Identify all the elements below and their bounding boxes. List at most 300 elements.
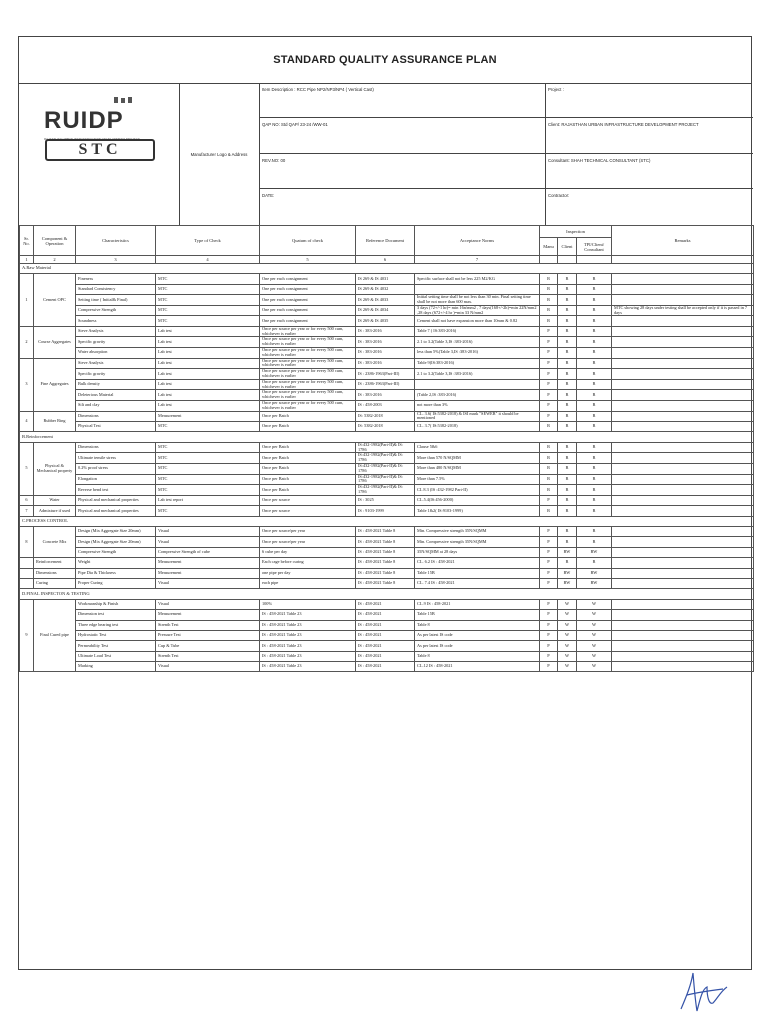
characteristic: Bulk density — [76, 379, 156, 390]
reference-document: IS : 458-2021 Table 8 — [356, 527, 415, 537]
inspection-code: R — [558, 495, 577, 505]
characteristic: Ultimate Load Test — [76, 651, 156, 661]
manu-inspection: R — [540, 284, 558, 294]
table-row — [20, 379, 754, 390]
manu-inspection: P — [540, 620, 558, 630]
reference-document: IS : 458-2021 — [356, 610, 415, 620]
reference-document: IS:432-1982(Part-II)& IS: 1786 — [356, 474, 415, 485]
inspection-code: RW — [558, 578, 577, 588]
item-description: Item Description : RCC Pipe NP2/NP3/NP4 ( Vertical Cast) — [259, 83, 545, 118]
acceptance-norm: CL.12 IS : 458-2021 — [415, 662, 540, 672]
remarks — [612, 537, 754, 547]
client-inspection: W — [558, 620, 577, 630]
type-of-check: MTC — [156, 422, 260, 432]
type-of-check: Visual — [156, 662, 260, 672]
characteristic: Silt and clay — [76, 400, 156, 411]
characteristic: Workmanship & Finish — [76, 599, 156, 609]
remarks — [612, 442, 754, 453]
quantum-of-check: Once per source/per year — [260, 537, 356, 547]
col-acceptance: Acceptance Norms — [415, 226, 540, 256]
remarks — [612, 547, 754, 557]
characteristic: Sieve Analysis — [76, 358, 156, 369]
component-name: Concrete Mix — [34, 527, 76, 558]
type-of-check: Lab test — [156, 347, 260, 358]
table-row — [20, 347, 754, 358]
acceptance-norm: Table 8 — [415, 651, 540, 661]
table-cell: MTC — [156, 506, 260, 516]
reference-document: IS 269 & IS 4032 — [356, 284, 415, 294]
acceptance-norm — [415, 379, 540, 390]
client-inspection: R — [558, 453, 577, 464]
logo-box — [19, 83, 180, 225]
quantum-of-check: IS : 458-2021 Table 23 — [260, 620, 356, 630]
client-inspection: W — [558, 662, 577, 672]
remarks — [612, 568, 754, 578]
characteristic: Physical Test — [76, 422, 156, 432]
col-num: 1 — [20, 256, 34, 264]
table-cell: IS : 3025 — [356, 495, 415, 505]
reference-document: IS : 2386-1963(Part-III) — [356, 369, 415, 380]
manu-inspection: R — [540, 316, 558, 326]
client-inspection: R — [558, 390, 577, 401]
table-row — [20, 568, 754, 578]
col-num: 6 — [356, 256, 415, 264]
inspection-code: R — [577, 506, 612, 516]
table-cell: each pipe — [260, 578, 356, 588]
acceptance-norm: 2.1 to 3.2(Table 3,IS :383-2016) — [415, 337, 540, 348]
tpi-inspection: R — [577, 337, 612, 348]
table-row — [20, 358, 754, 369]
component-name: Fine Aggregates — [34, 358, 76, 411]
sr-number: 8 — [20, 527, 34, 558]
table-row — [20, 337, 754, 348]
characteristic: Fineness — [76, 274, 156, 284]
table-row — [20, 453, 754, 464]
type-of-check: MTC — [156, 316, 260, 326]
component-name: Admixture if used — [34, 506, 76, 516]
acceptance-norm: not more than 3% — [415, 400, 540, 411]
table-row — [20, 305, 754, 316]
acceptance-norm: 35N/SQMM at 28 days — [415, 547, 540, 557]
manu-inspection: R — [540, 464, 558, 475]
client-inspection: R — [558, 474, 577, 485]
reference-document: IS : 383-2016 — [356, 326, 415, 337]
tpi-inspection: R — [577, 379, 612, 390]
acceptance-norm — [415, 284, 540, 294]
remarks — [612, 474, 754, 485]
tpi-inspection: R — [577, 305, 612, 316]
inspection-code: R — [558, 558, 577, 568]
table-row — [20, 422, 754, 432]
quantum-of-check: Once per Batch — [260, 474, 356, 485]
reference-document: IS : 383-2016 — [356, 337, 415, 348]
qap-number: QAP NO: Std QAP/ 23-24 /WW-01 — [259, 118, 545, 154]
remarks — [612, 651, 754, 661]
manu-inspection: P — [540, 610, 558, 620]
quantum-of-check: Once per source per year or for every 500 cum, whichever is earlier — [260, 326, 356, 337]
remarks — [612, 485, 754, 496]
characteristic: Ultimate tensile stress — [76, 453, 156, 464]
sr-number: 5 — [20, 442, 34, 495]
quantum-of-check: IS : 458-2021 Table 23 — [260, 630, 356, 640]
table-row — [20, 495, 754, 505]
tpi-inspection: R — [577, 316, 612, 326]
col-client: Client — [558, 238, 577, 256]
type-of-check: Compressive Strength of cube — [156, 547, 260, 557]
tpi-inspection: R — [577, 485, 612, 496]
table-cell: IS : 9103-1999 — [356, 506, 415, 516]
manu-inspection: P — [540, 411, 558, 422]
client-inspection: R — [558, 400, 577, 411]
reference-document: IS:432-1982(Part-II)& IS: 1786 — [356, 442, 415, 453]
table-row — [20, 547, 754, 557]
table-cell: Visual — [156, 578, 260, 588]
ruidp-logo-text: RUIDP — [44, 107, 124, 134]
acceptance-norm: More than 570 N/SQMM — [415, 453, 540, 464]
remarks — [612, 347, 754, 358]
quantum-of-check: One per each consignment — [260, 274, 356, 284]
sr-number: 2 — [20, 326, 34, 358]
col-num: 7 — [415, 256, 540, 264]
remarks — [612, 527, 754, 537]
characteristic: Reverse bend test — [76, 485, 156, 496]
reference-document: IS : 383-2016 — [356, 358, 415, 369]
characteristic: Deleterious Material — [76, 390, 156, 401]
quantum-of-check: One per each consignment — [260, 295, 356, 306]
client-field: Client: RAJASTHAN URBAN INFRASTRUCTURE DEVELOPMENT PROJECT — [545, 118, 753, 154]
client-inspection: W — [558, 630, 577, 640]
remarks — [612, 284, 754, 294]
remarks — [612, 358, 754, 369]
tpi-inspection: R — [577, 400, 612, 411]
type-of-check: MTC — [156, 464, 260, 475]
remarks — [612, 390, 754, 401]
quantum-of-check: One per each consignment — [260, 284, 356, 294]
sr-number: 1 — [20, 274, 34, 326]
remarks — [612, 411, 754, 422]
col-type: Type of Check — [156, 226, 260, 256]
manu-inspection: P — [540, 358, 558, 369]
reference-document: IS : 383-2016 — [356, 347, 415, 358]
quantum-of-check: IS : 458-2021 Table 23 — [260, 610, 356, 620]
client-inspection: R — [558, 527, 577, 537]
remarks — [612, 379, 754, 390]
tpi-inspection: W — [577, 630, 612, 640]
characteristic: Specific gravity — [76, 337, 156, 348]
col-quantum: Quatum of check — [260, 226, 356, 256]
table-row — [20, 390, 754, 401]
acceptance-norm: CL. 3.7( IS:5382-2018) — [415, 422, 540, 432]
tpi-inspection: R — [577, 527, 612, 537]
tpi-inspection: R — [577, 358, 612, 369]
remarks — [612, 506, 754, 516]
table-cell: Measurement — [156, 558, 260, 568]
type-of-check: Lab test — [156, 358, 260, 369]
type-of-check: Lab test — [156, 337, 260, 348]
table-row — [20, 506, 754, 516]
quantum-of-check: IS : 458-2021 Table 23 — [260, 662, 356, 672]
acceptance-norm: CL. 3.6( IS:5382-2018) & ISI mark "SEWER" it should be mentioned — [415, 411, 540, 422]
col-component: Component & Operation — [34, 226, 76, 256]
remarks — [612, 558, 754, 568]
component-name: Course Aggregates — [34, 326, 76, 358]
acceptance-norm: CL 8.3 (IS :432-1982 Part-II) — [415, 485, 540, 496]
page-title: STANDARD QUALITY ASSURANCE PLAN — [19, 37, 751, 84]
reference-document: IS 269 & IS 4031 — [356, 274, 415, 284]
table-cell: CL. 6.2 IS : 458-2021 — [415, 558, 540, 568]
table-row — [20, 558, 754, 568]
revision-number: REV.NO: 00 — [259, 154, 545, 189]
reference-document: IS 269 & IS 4033 — [356, 295, 415, 306]
acceptance-norm: More than 7.5% — [415, 474, 540, 485]
qap-table — [19, 225, 754, 672]
manu-inspection: P — [540, 326, 558, 337]
client-inspection: R — [558, 295, 577, 306]
inspection-code: R — [577, 495, 612, 505]
client-inspection: W — [558, 599, 577, 609]
quantum-of-check: 6 cube per day — [260, 547, 356, 557]
signature-icon — [673, 965, 737, 1021]
quantum-of-check: One per each consignment — [260, 316, 356, 326]
inspection-code: RW — [577, 568, 612, 578]
inspection-code: P — [540, 568, 558, 578]
manu-inspection: P — [540, 537, 558, 547]
type-of-check: MTC — [156, 485, 260, 496]
characteristic: Standard Consistency — [76, 284, 156, 294]
quantum-of-check: Once per source per year or for every 500 cum, whichever is earlier — [260, 337, 356, 348]
acceptance-norm: 2.1 to 3.2(Table 3,IS :383-2016) — [415, 369, 540, 380]
acceptance-norm: Min. Compressive strength 35N/SQMM — [415, 537, 540, 547]
table-cell: Once per source — [260, 506, 356, 516]
qap-table-body — [20, 264, 754, 672]
table-row — [20, 599, 754, 609]
tpi-inspection: W — [577, 651, 612, 661]
tpi-inspection: R — [577, 274, 612, 284]
client-inspection: R — [558, 305, 577, 316]
section-header: D.FINAL INSPECTON & TESTING — [20, 589, 754, 599]
remarks — [612, 599, 754, 609]
acceptance-norm: Cement shall not have expansion more than 10mm & 0.82 — [415, 316, 540, 326]
table-row — [20, 474, 754, 485]
reference-document: IS : 458-2021 — [356, 630, 415, 640]
table-cell: Physical and mechanical properties — [76, 506, 156, 516]
table-row — [20, 485, 754, 496]
table-cell: IS : 458-2021 Table 8 — [356, 558, 415, 568]
client-inspection: R — [558, 337, 577, 348]
reference-document: IS 269 & IS 4034 — [356, 305, 415, 316]
manu-inspection: P — [540, 379, 558, 390]
remarks — [612, 630, 754, 640]
characteristic: Marking — [76, 662, 156, 672]
acceptance-norm: Clause 5&6 — [415, 442, 540, 453]
table-row — [20, 369, 754, 380]
section-header: C.PROCESS CONTROL — [20, 516, 754, 526]
section-row — [20, 589, 754, 599]
tpi-inspection: R — [577, 442, 612, 453]
client-inspection: R — [558, 284, 577, 294]
client-inspection: R — [558, 326, 577, 337]
manu-inspection: P — [540, 347, 558, 358]
table-cell: Lab test report — [156, 495, 260, 505]
quantum-of-check: Once per Batch — [260, 442, 356, 453]
sr-number — [20, 568, 34, 578]
quantum-of-check: Once per Batch — [260, 464, 356, 475]
component-name: Rubber Ring — [34, 411, 76, 432]
tpi-inspection: R — [577, 369, 612, 380]
type-of-check: Lab test — [156, 400, 260, 411]
component-name: Curing — [34, 578, 76, 588]
quantum-of-check: Once per Batch — [260, 422, 356, 432]
tpi-inspection: R — [577, 411, 612, 422]
manu-inspection: R — [540, 422, 558, 432]
tpi-inspection: R — [577, 464, 612, 475]
acceptance-norm: Table 15B — [415, 610, 540, 620]
acceptance-norm: less than 5%(Table 3,IS :383-2016) — [415, 347, 540, 358]
quantum-of-check: 100% — [260, 599, 356, 609]
type-of-check: Visual — [156, 599, 260, 609]
manu-inspection: P — [540, 337, 558, 348]
consultant-field: Consultant: SHAH TECHNICAL CONSULTANT (STC) — [545, 154, 753, 189]
col-num: 4 — [156, 256, 260, 264]
sr-number — [20, 578, 34, 588]
acceptance-norm: Initial setting time shall be not less than 30 min. Final setting time shall be not more than 600 max. — [415, 295, 540, 306]
client-inspection: R — [558, 316, 577, 326]
component-name: Water — [34, 495, 76, 505]
reference-document: IS : 458-2021 — [356, 641, 415, 651]
inspection-code: RW — [577, 578, 612, 588]
reference-document: IS:432-1982(Part-II)& IS: 1786 — [356, 485, 415, 496]
manu-inspection: P — [540, 599, 558, 609]
table-row — [20, 620, 754, 630]
col-num: 3 — [76, 256, 156, 264]
inspection-code: R — [558, 506, 577, 516]
acceptance-norm: Table 9(IS:383-2016) — [415, 358, 540, 369]
characteristic: Dimensions — [76, 411, 156, 422]
reference-document: IS : 458-2021 — [356, 620, 415, 630]
table-row — [20, 274, 754, 284]
table-row — [20, 400, 754, 411]
manu-inspection: R — [540, 485, 558, 496]
remarks — [612, 337, 754, 348]
manu-inspection: R — [540, 442, 558, 453]
acceptance-norm: Min. Compressive strength 35N/SQMM — [415, 527, 540, 537]
reference-document: IS : 458-2021 — [356, 651, 415, 661]
type-of-check: Lab test — [156, 379, 260, 390]
quantum-of-check: One per each consignment — [260, 305, 356, 316]
component-name: Cement OPC — [34, 274, 76, 326]
table-cell: one pipe per day — [260, 568, 356, 578]
quantum-of-check: IS : 458-2021 Table 23 — [260, 651, 356, 661]
component-name: Reinforcement — [34, 558, 76, 568]
reference-document: IS:432-1982(Part-II)& IS: 1786 — [356, 453, 415, 464]
manu-inspection: P — [540, 400, 558, 411]
acceptance-norm: 3 days (72+/-1 hr)= min 16n/mm2 , 7 days(168+/-2h)=min 22N/mm2 ,28 days (672+/-4 hr )=min 33 N/mm2 — [415, 305, 540, 316]
inspection-code: RW — [558, 568, 577, 578]
reference-document: IS:432-1982(Part-II)& IS: 1786 — [356, 464, 415, 475]
acceptance-norm: Table 7 ( IS:383-2016) — [415, 326, 540, 337]
client-inspection: R — [558, 274, 577, 284]
client-inspection: W — [558, 651, 577, 661]
tpi-inspection: R — [577, 347, 612, 358]
table-cell: Measurement — [156, 568, 260, 578]
tpi-inspection: RW — [577, 547, 612, 557]
project-field: Project : — [545, 83, 753, 118]
manu-inspection: P — [540, 651, 558, 661]
type-of-check: Strenth Test — [156, 651, 260, 661]
stc-logo: STC — [45, 139, 155, 161]
remarks — [612, 316, 754, 326]
tpi-inspection: W — [577, 610, 612, 620]
table-cell: Table 1&2( IS:9103-1999) — [415, 506, 540, 516]
manu-inspection: P — [540, 390, 558, 401]
client-inspection: R — [558, 379, 577, 390]
reference-document: IS : 458-2021 — [356, 662, 415, 672]
section-row — [20, 432, 754, 442]
ruidp-logo-subtitle: RAJASTHAN URBAN INFRASTRUCTURE DEVELOPMENT PROJECT — [44, 137, 140, 141]
characteristic: 0.2% proof stress — [76, 464, 156, 475]
qap-document — [18, 36, 752, 970]
sr-number: 9 — [20, 599, 34, 672]
remarks — [612, 274, 754, 284]
col-num: 2 — [34, 256, 76, 264]
client-inspection: R — [558, 358, 577, 369]
reference-document: IS : 458-2003 — [356, 400, 415, 411]
ruidp-logo-mark — [44, 97, 154, 105]
type-of-check: Lab test — [156, 369, 260, 380]
manu-inspection: R — [540, 474, 558, 485]
table-cell: CL.5.4(IS:456-2000) — [415, 495, 540, 505]
manu-inspection: P — [540, 630, 558, 640]
tpi-inspection: W — [577, 641, 612, 651]
type-of-check: MTC — [156, 274, 260, 284]
table-row — [20, 464, 754, 475]
client-inspection: RW — [558, 547, 577, 557]
table-row — [20, 610, 754, 620]
remarks — [612, 495, 754, 505]
tpi-inspection: R — [577, 390, 612, 401]
reference-document: IS : 383-2016 — [356, 390, 415, 401]
manufacturer-logo-label: Manufacturer Logo & Address — [179, 83, 260, 225]
characteristic: Design (Mix Aggregate Size 20mm) — [76, 527, 156, 537]
table-row — [20, 527, 754, 537]
type-of-check: MTC — [156, 305, 260, 316]
remarks — [612, 662, 754, 672]
table-row — [20, 537, 754, 547]
characteristic: Compressive Strength — [76, 305, 156, 316]
tpi-inspection: R — [577, 422, 612, 432]
type-of-check: Visual — [156, 537, 260, 547]
manu-inspection: R — [540, 274, 558, 284]
type-of-check: MTC — [156, 453, 260, 464]
remarks — [612, 400, 754, 411]
table-row — [20, 295, 754, 306]
table-cell: Physical and mechanical properties — [76, 495, 156, 505]
table-cell: Proper Curing — [76, 578, 156, 588]
section-row — [20, 264, 754, 274]
component-name: Final Cured pipe — [34, 599, 76, 672]
sr-number: 4 — [20, 411, 34, 432]
section-header: B.Reinforcement — [20, 432, 754, 442]
table-cell: Weight — [76, 558, 156, 568]
characteristic: Specific gravity — [76, 369, 156, 380]
characteristic: Hydrostatic Test — [76, 630, 156, 640]
remarks — [612, 464, 754, 475]
table-cell: Once per source — [260, 495, 356, 505]
manu-inspection: R — [540, 295, 558, 306]
characteristic: Dimension test — [76, 610, 156, 620]
sr-number: 7 — [20, 506, 34, 516]
manu-inspection: P — [540, 641, 558, 651]
